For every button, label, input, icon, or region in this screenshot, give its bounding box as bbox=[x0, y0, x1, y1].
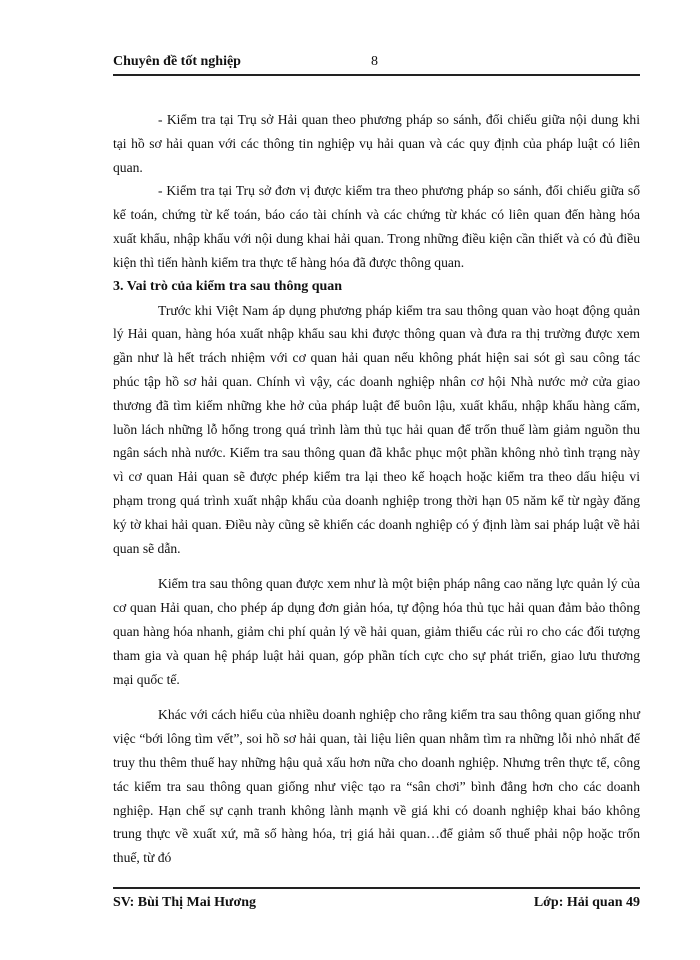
class-name: Lớp: Hải quan 49 bbox=[533, 895, 640, 910]
page-number: 8 bbox=[371, 54, 378, 69]
paragraph-capacity: Kiểm tra sau thông quan được xem như là một biện pháp nâng cao năng lực quản lý của cơ quan Hải quan, cho phép áp dụng đơn giản hóa, tự động hóa thủ tục hải quan đảm bảo thông quan hàng hóa nhanh, giảm chi phí quản lý về hải quan, giảm thiểu các rủi ro cho các đối tượng tham gia và quan hệ pháp luật hải quan, góp phần tích cực cho sự phát triển, giao lưu thương mại quốc tế. bbox=[113, 576, 640, 687]
student-name: SV: Bùi Thị Mai Hương bbox=[113, 895, 256, 910]
paragraph-misconception: Khác với cách hiểu của nhiều doanh nghiệp cho rằng kiểm tra sau thông quan giống như việc “bới lông tìm vết”, soi hồ sơ hải quan, tài liệu liên quan nhằm tìm ra những lỗi nhỏ nhất để truy thu thêm thuế hay những hậu quả xấu hơn nữa cho doanh nghiệp. Nhưng trên thực tế, công tác kiểm tra sau thông quan giống như việc tạo ra “sân chơi” bình đẳng hơn cho các doanh nghiệp. Hạn chế sự cạnh tranh không lành mạnh về giá khi có doanh nghiệp khai báo không trung thực về xuất xứ, mã số hàng hóa, trị giá hải quan…để giảm số thuế phải nộp hoặc trốn thuế, từ đó bbox=[113, 707, 640, 866]
paragraph-history: Trước khi Việt Nam áp dụng phương pháp kiểm tra sau thông quan vào hoạt động quản lý Hải quan, hàng hóa xuất nhập khẩu sau khi được thông quan và đưa ra thị trường được xem gần như là hết trách nhiệm với cơ quan hải quan nếu không phát hiện sai sót gì sau công tác phúc tập hồ sơ hải quan. Chính vì vậy, các doanh nghiệp nhân cơ hội Nhà nước mở cửa giao thương đã tìm kiếm những khe hở của pháp luật để buôn lậu, xuất khẩu, nhập khẩu hàng cấm, luồn lách những lỗ hổng trong quá trình làm thủ tục hải quan để trốn thuế làm giảm nguồn thu ngân sách nhà nước. Kiểm tra sau thông quan đã khắc phục một phần không nhỏ tình trạng này vì cơ quan Hải quan sẽ được phép kiểm tra lại theo kế hoạch hoặc kiểm tra theo dấu hiệu vi phạm trong quá trình xuất nhập khẩu của doanh nghiệp trong thời hạn 05 năm kể từ ngày đăng ký tờ khai hải quan. Điều này cũng sẽ khiến các doanh nghiệp có ý định làm sai pháp luật về hải quan sẽ dẫn. bbox=[113, 302, 640, 556]
page-footer bbox=[113, 887, 640, 911]
section-heading: 3. Vai trò của kiểm tra sau thông quan bbox=[113, 278, 343, 294]
paragraph-enterprise-office-check: - Kiểm tra tại Trụ sở đơn vị được kiểm tra theo phương pháp so sánh, đối chiếu giữa sổ kế toán, chứng từ kế toán, báo cáo tài chính và các chứng từ khác có liên quan đến hàng hóa xuất khẩu, nhập khẩu với nội dung khai hải quan. Trong những điều kiện cần thiết và có đủ điều kiện thì tiến hành kiểm tra thực tế hàng hóa đã được thông quan. bbox=[113, 183, 640, 270]
document-body bbox=[113, 108, 640, 870]
paragraph-customs-office-check: - Kiểm tra tại Trụ sở Hải quan theo phương pháp so sánh, đối chiếu giữa nội dung khi tại hồ sơ hải quan với các thông tin nghiệp vụ hải quan và các quy định của pháp luật có liên quan. bbox=[113, 112, 640, 175]
document-title: Chuyên đề tốt nghiệp bbox=[113, 54, 241, 69]
page-header bbox=[113, 52, 640, 76]
